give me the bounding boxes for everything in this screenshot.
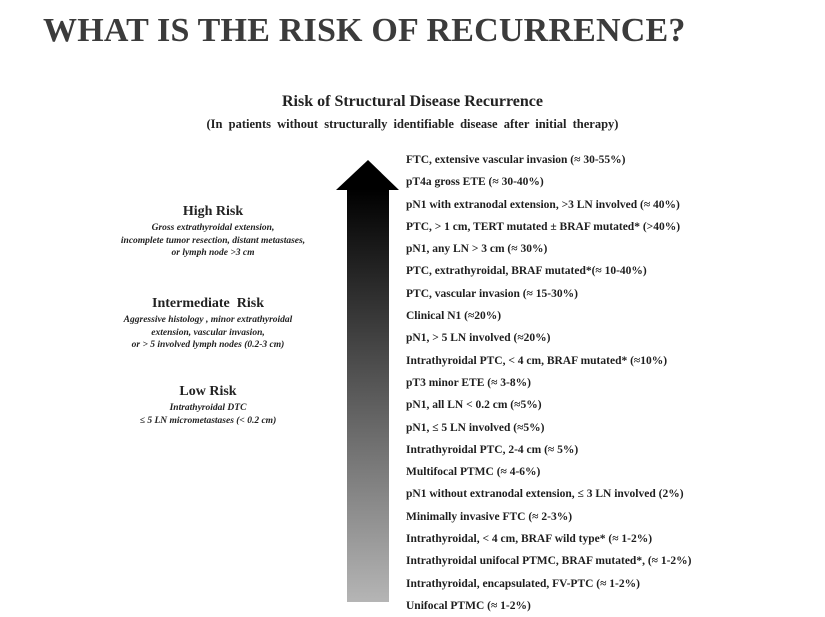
recurrence-item: Minimally invasive FTC (≈ 2-3%) [406, 510, 573, 523]
risk-gradient-arrow [336, 160, 400, 604]
recurrence-item: Multifocal PTMC (≈ 4-6%) [406, 466, 541, 479]
recurrence-item: pN1 without extranodal extension, ≤ 3 LN involved (2%) [406, 488, 684, 501]
figure-title: Risk of Structural Disease Recurrence [282, 93, 543, 110]
figure-subtitle: (In patients without structurally identifiable disease after initial therapy) [206, 117, 619, 131]
arrow-head [336, 160, 399, 190]
intermediate-risk-line-3: or > 5 involved lymph nodes (0.2-3 cm) [131, 340, 285, 350]
recurrence-item: PTC, extrathyroidal, BRAF mutated*(≈ 10-40%) [406, 265, 647, 278]
recurrence-item: Unifocal PTMC (≈ 1-2%) [406, 599, 531, 612]
recurrence-item: Intrathyroidal, encapsulated, FV-PTC (≈ 1-2%) [406, 577, 640, 590]
recurrence-list [406, 149, 692, 617]
recurrence-item: Clinical N1 (≈20%) [406, 310, 502, 323]
high-risk-heading: High Risk [182, 204, 244, 219]
low-risk-line-1: Intrathyroidal DTC [169, 403, 247, 413]
recurrence-item: pN1 with extranodal extension, >3 LN involved (≈ 40%) [406, 198, 680, 211]
high-risk-block [78, 204, 348, 260]
slide-title: WHAT IS THE RISK OF RECURRENCE? [43, 12, 686, 49]
recurrence-item: Intrathyroidal, < 4 cm, BRAF wild type* (≈ 1-2%) [406, 533, 653, 546]
recurrence-item: PTC, vascular invasion (≈ 15-30%) [406, 287, 578, 300]
high-risk-line-2: incomplete tumor resection, distant metastases, [120, 235, 306, 246]
low-risk-line-2: ≤ 5 LN micrometastases (< 0.2 cm) [139, 415, 277, 426]
high-risk-line-3: or lymph node >3 cm [171, 248, 255, 258]
recurrence-item: Intrathyroidal PTC, 2-4 cm (≈ 5%) [406, 443, 579, 456]
recurrence-item: Intrathyroidal unifocal PTMC, BRAF mutated*, (≈ 1-2%) [406, 555, 692, 568]
recurrence-item: pT3 minor ETE (≈ 3-8%) [406, 376, 531, 389]
low-risk-block [73, 384, 343, 427]
intermediate-risk-line-1: Aggressive histology , minor extrathyroidal [123, 315, 293, 325]
arrow-shaft [347, 189, 389, 602]
recurrence-item: pN1, > 5 LN involved (≈20%) [406, 332, 551, 345]
recurrence-item: FTC, extensive vascular invasion (≈ 30-55%) [406, 154, 626, 166]
intermediate-risk-line-2: extension, vascular invasion, [151, 327, 265, 338]
intermediate-risk-heading: Intermediate Risk [152, 296, 264, 311]
recurrence-item: pN1, all LN < 0.2 cm (≈5%) [406, 399, 542, 412]
recurrence-item: PTC, > 1 cm, TERT mutated ± BRAF mutated* (>40%) [406, 220, 681, 233]
recurrence-item: pT4a gross ETE (≈ 30-40%) [406, 176, 544, 189]
intermediate-risk-block [73, 296, 343, 352]
recurrence-item: pN1, any LN > 3 cm (≈ 30%) [406, 243, 548, 256]
high-risk-line-1: Gross extrathyroidal extension, [151, 223, 275, 233]
recurrence-item: Intrathyroidal PTC, < 4 cm, BRAF mutated* (≈10%) [406, 354, 668, 367]
recurrence-item: pN1, ≤ 5 LN involved (≈5%) [406, 421, 545, 434]
low-risk-heading: Low Risk [179, 384, 237, 399]
